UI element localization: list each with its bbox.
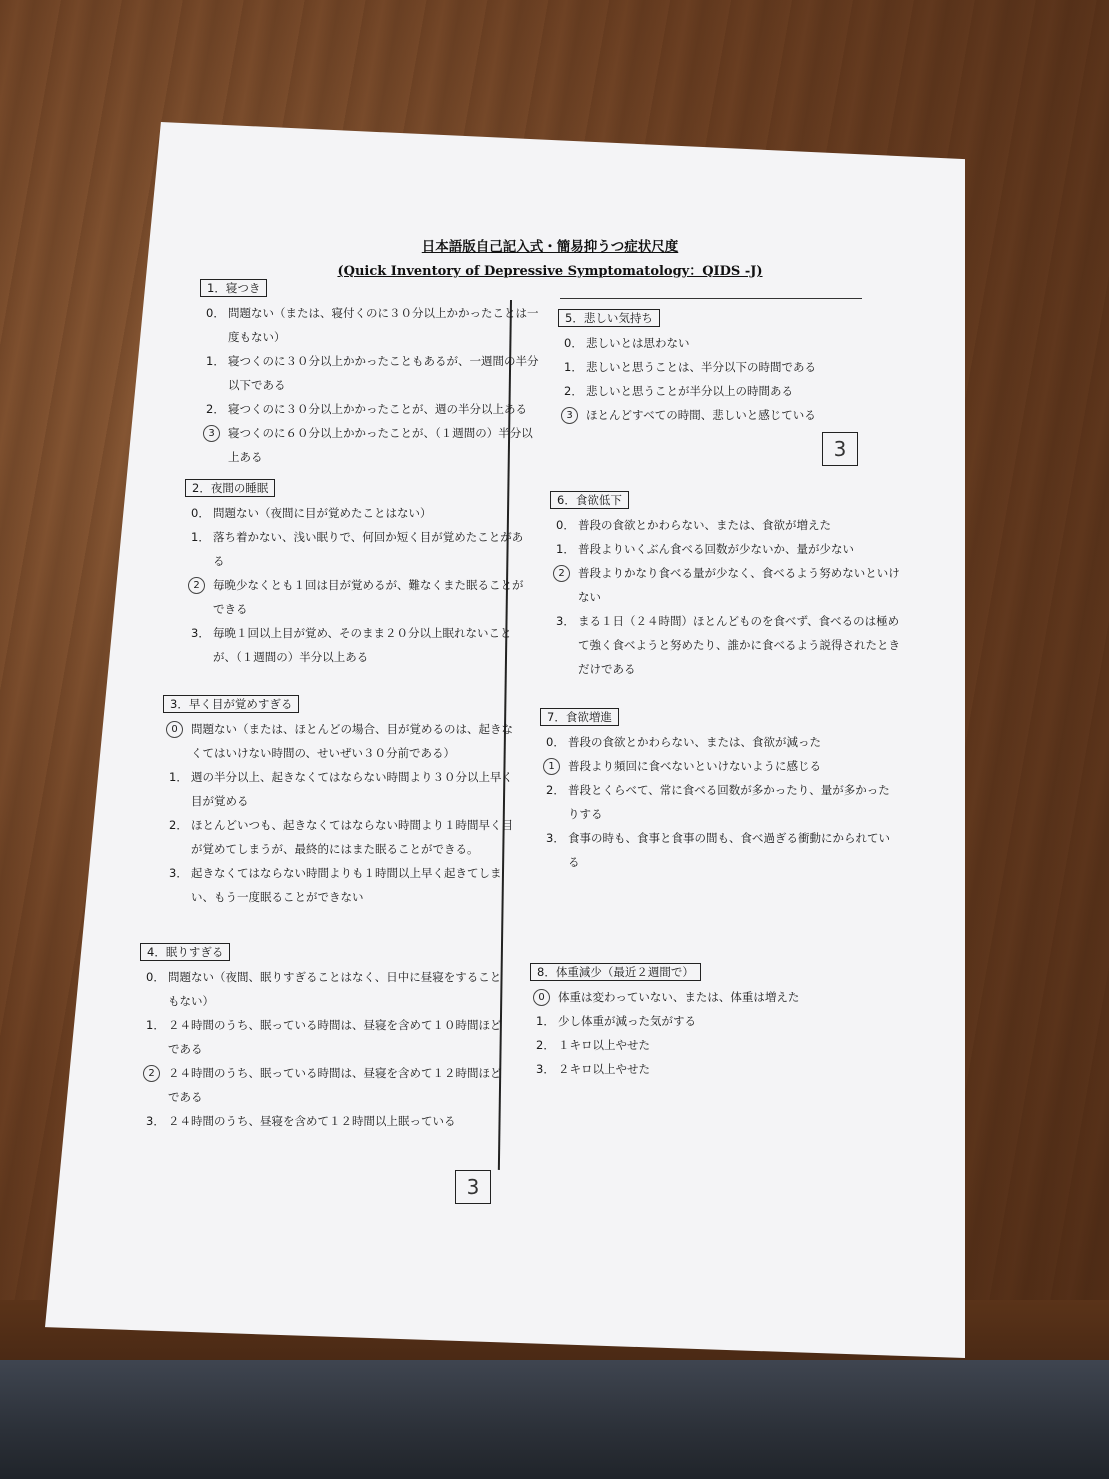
- option-text: 寝つくのに６０分以上かかったことが、（１週間の）半分以上ある: [228, 426, 533, 464]
- option-text: 普段よりかなり食べる量が少なく、食べるよう努めないといけない: [578, 566, 900, 604]
- section-heading: 1．寝つき: [200, 279, 267, 297]
- option-number: 1．: [564, 360, 583, 374]
- option-text: 問題ない（夜間に目が覚めたことはない）: [213, 506, 432, 520]
- section-early-waking: [163, 692, 523, 909]
- option-text: 普段の食欲とかわらない、または、食欲が増えた: [578, 518, 831, 532]
- circled-option-number: 3: [561, 407, 578, 424]
- score-box-right: 3: [822, 432, 858, 466]
- answer-option: [185, 621, 530, 669]
- option-number: 1．: [169, 770, 188, 784]
- section-weight-loss: [530, 960, 860, 1081]
- answer-option-selected: [550, 561, 900, 609]
- option-number: 2．: [546, 783, 565, 797]
- option-number: 1．: [556, 542, 575, 556]
- option-number: 3．: [546, 831, 565, 845]
- header-rule: [560, 298, 862, 299]
- option-text: ２４時間のうち、眠っている時間は、昼寝を含めて１２時間ほどである: [168, 1066, 502, 1104]
- option-number: 2．: [169, 818, 188, 832]
- answer-option: [185, 501, 530, 525]
- option-text: 少し体重が減った気がする: [558, 1014, 696, 1028]
- option-text: 寝つくのに３０分以上かかったこともあるが、一週間の半分以下である: [228, 354, 539, 392]
- option-number: 3．: [169, 866, 188, 880]
- answer-option: [558, 355, 858, 379]
- answer-option: [163, 861, 523, 909]
- option-text: 問題ない（または、寝付くのに３０分以上かかったことは一度もない）: [228, 306, 539, 344]
- title-block: [300, 235, 800, 279]
- section-heading: 8．体重減少（最近２週間で）: [530, 963, 701, 981]
- option-text: 問題ない（夜間、眠りすぎることはなく、日中に昼寝をすることもない）: [168, 970, 502, 1008]
- option-number: 0．: [206, 306, 225, 320]
- option-text: まる１日（２４時間）ほとんどものを食べず、食べるのは極めて強く食べようと努めたり、誰かに食べるよう説得されたときだけである: [578, 614, 900, 676]
- answer-option: [185, 525, 530, 573]
- option-number: 0．: [564, 336, 583, 350]
- option-number: 3．: [191, 626, 210, 640]
- section-heading: 4．眠りすぎる: [140, 943, 230, 961]
- option-number: 2．: [564, 384, 583, 398]
- option-text: ほとんどすべての時間、悲しいと感じている: [586, 408, 816, 422]
- page-subtitle: (Quick Inventory of Depressive Symptomatology：QIDS -J): [337, 264, 763, 279]
- answer-option: [550, 609, 900, 681]
- section-heading: 2．夜間の睡眠: [185, 479, 275, 497]
- option-number: 1．: [191, 530, 210, 544]
- answer-option: [540, 730, 900, 754]
- answer-option: [200, 301, 540, 349]
- section-oversleeping: [140, 940, 510, 1133]
- option-text: ２４時間のうち、眠っている時間は、昼寝を含めて１０時間ほどである: [168, 1018, 502, 1056]
- option-text: １キロ以上やせた: [558, 1038, 650, 1052]
- option-number: 1．: [536, 1014, 555, 1028]
- answer-option-selected: [185, 573, 530, 621]
- section-appetite-decrease: [550, 488, 900, 681]
- option-number: 3．: [146, 1114, 165, 1128]
- circled-option-number: 3: [203, 425, 220, 442]
- answer-option: [540, 778, 900, 826]
- answer-option: [140, 1013, 510, 1061]
- option-text: 普段よりいくぶん食べる回数が少ないか、量が少ない: [578, 542, 854, 556]
- circled-option-number: 2: [188, 577, 205, 594]
- option-text: 食事の時も、食事と食事の間も、食べ過ぎる衝動にかられている: [568, 831, 890, 869]
- option-text: ２キロ以上やせた: [558, 1062, 650, 1076]
- option-text: 起きなくてはならない時間よりも１時間以上早く起きてしまい、もう一度眠ることができない: [191, 866, 502, 904]
- option-number: 0．: [191, 506, 210, 520]
- answer-option: [200, 397, 540, 421]
- answer-option: [530, 1057, 860, 1081]
- option-number: 0．: [146, 970, 165, 984]
- circled-option-number: 2: [553, 565, 570, 582]
- section-heading: 3．早く目が覚めすぎる: [163, 695, 299, 713]
- circled-option-number: 0: [533, 989, 550, 1006]
- option-number: 0．: [546, 735, 565, 749]
- answer-option: [140, 965, 510, 1013]
- answer-option: [140, 1109, 510, 1133]
- section-heading: 7．食欲増進: [540, 708, 619, 726]
- answer-option-selected: [140, 1061, 510, 1109]
- option-text: 週の半分以上、起きなくてはならない時間より３０分以上早く目が覚める: [191, 770, 513, 808]
- section-appetite-increase: [540, 705, 900, 874]
- circled-option-number: 2: [143, 1065, 160, 1082]
- option-text: 悲しいとは思わない: [586, 336, 690, 350]
- answer-option: [163, 813, 523, 861]
- option-text: ほとんどいつも、起きなくてはならない時間より１時間早く目が覚めてしまうが、最終的にはまた眠ることができる。: [191, 818, 513, 856]
- option-text: 悲しいと思うことが半分以上の時間ある: [586, 384, 793, 398]
- option-text: 毎晩１回以上目が覚め、そのまま２０分以上眠れないことが、（１週間の）半分以上ある: [213, 626, 512, 664]
- option-number: 2．: [206, 402, 225, 416]
- option-number: 3．: [556, 614, 575, 628]
- score-box-left: 3: [455, 1170, 491, 1204]
- answer-option: [163, 765, 523, 813]
- section-heading: 6．食欲低下: [550, 491, 629, 509]
- circled-option-number: 0: [166, 721, 183, 738]
- option-text: 普段とくらべて、常に食べる回数が多かったり、量が多かったりする: [568, 783, 890, 821]
- answer-option-selected: [200, 421, 540, 469]
- answer-option: [200, 349, 540, 397]
- option-text: 普段の食欲とかわらない、または、食欲が減った: [568, 735, 821, 749]
- option-text: 普段より頻回に食べないといけないように感じる: [568, 759, 821, 773]
- option-number: 1．: [206, 354, 225, 368]
- option-text: 悲しいと思うことは、半分以下の時間である: [586, 360, 816, 374]
- section-night-sleep: [185, 476, 530, 669]
- option-text: 毎晩少なくとも１回は目が覚めるが、難なくまた眠ることができる: [213, 578, 524, 616]
- option-text: ２４時間のうち、昼寝を含めて１２時間以上眠っている: [168, 1114, 456, 1128]
- answer-option: [550, 537, 900, 561]
- section-sadness: [558, 306, 858, 427]
- answer-option-selected: [540, 754, 900, 778]
- option-text: 体重は変わっていない、または、体重は増えた: [558, 990, 800, 1004]
- option-number: 3．: [536, 1062, 555, 1076]
- section-heading: 5．悲しい気持ち: [558, 309, 660, 327]
- answer-option-selected: [530, 985, 860, 1009]
- answer-option: [550, 513, 900, 537]
- option-number: 2．: [536, 1038, 555, 1052]
- option-number: 0．: [556, 518, 575, 532]
- answer-option: [530, 1033, 860, 1057]
- option-number: 1．: [146, 1018, 165, 1032]
- answer-option: [558, 379, 858, 403]
- answer-option: [530, 1009, 860, 1033]
- answer-option-selected: [163, 717, 523, 765]
- lap-background: [0, 1360, 1109, 1479]
- page-title: 日本語版自己記入式・簡易抑うつ症状尺度: [421, 239, 679, 255]
- section-sleep-onset: [200, 276, 540, 469]
- answer-option: [540, 826, 900, 874]
- answer-option-selected: [558, 403, 858, 427]
- option-text: 寝つくのに３０分以上かかったことが、週の半分以上ある: [228, 402, 527, 416]
- option-text: 落ち着かない、浅い眠りで、何回か短く目が覚めたことがある: [213, 530, 524, 568]
- option-text: 問題ない（または、ほとんどの場合、目が覚めるのは、起きなくてはいけない時間の、せいぜい３０分前である）: [191, 722, 513, 760]
- circled-option-number: 1: [543, 758, 560, 775]
- answer-option: [558, 331, 858, 355]
